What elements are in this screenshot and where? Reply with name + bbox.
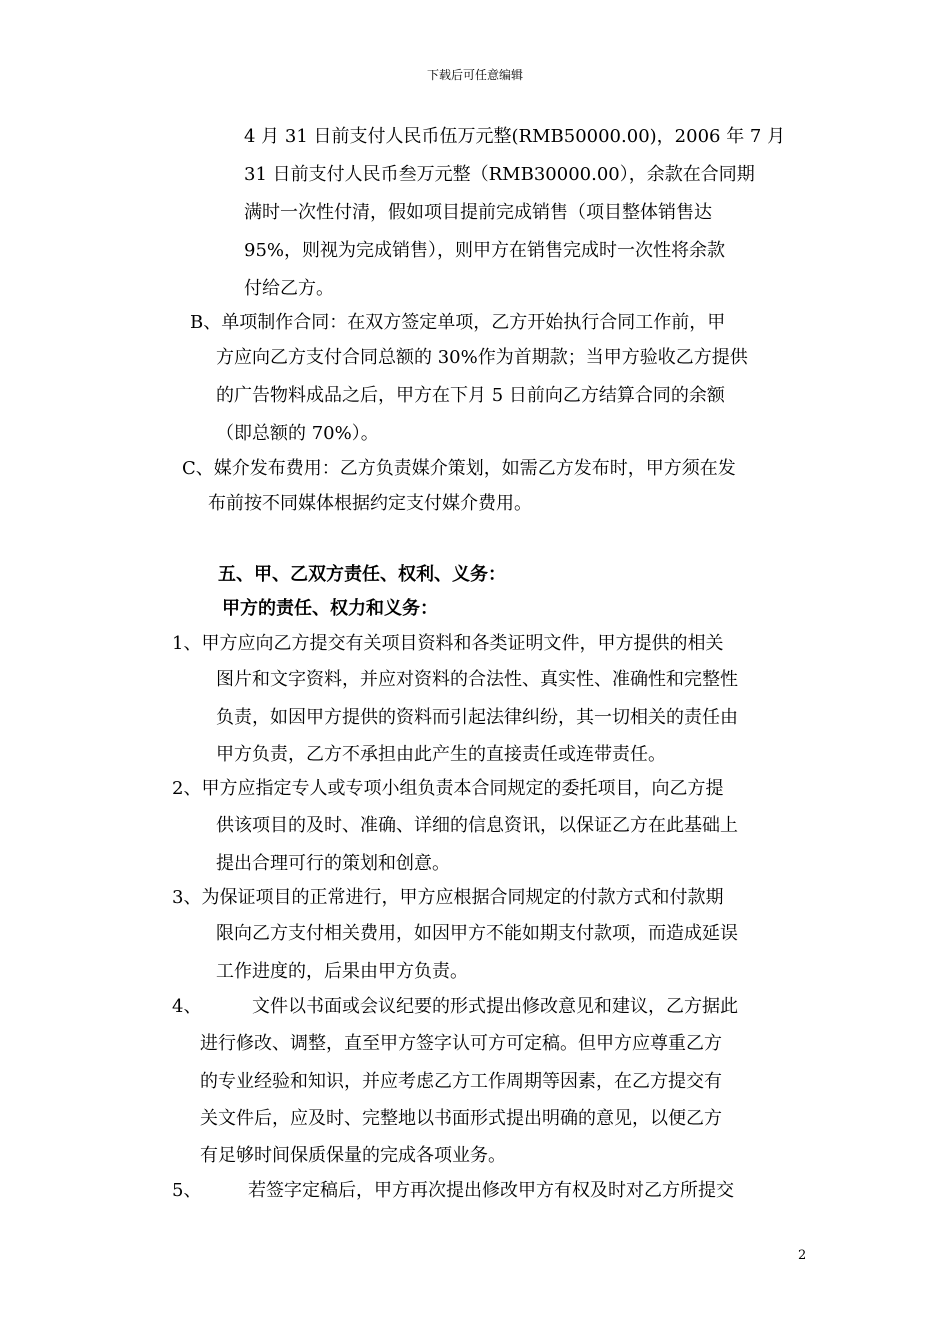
text-line: （即总额的 70%）。 [216, 423, 379, 444]
page-number: 2 [798, 1248, 807, 1263]
text-line: 进行修改、调整，直至甲方签字认可方可定稿。但甲方应尊重乙方 [200, 1033, 722, 1054]
text-line: 方应向乙方支付合同总额的 30%作为首期款；当甲方验收乙方提供 [216, 347, 748, 368]
text-line: 工作进度的，后果由甲方负责。 [216, 961, 468, 982]
text-line: C、媒介发布费用：乙方负责媒介策划，如需乙方发布时，甲方须在发 [182, 458, 736, 479]
text-line: 提出合理可行的策划和创意。 [216, 853, 450, 874]
text-line: 31 日前支付人民币叁万元整（RMB30000.00），余款在合同期 [244, 164, 755, 185]
text-line: 限向乙方支付相关费用，如因甲方不能如期支付款项，而造成延误 [216, 923, 738, 944]
text-line: 图片和文字资料，并应对资料的合法性、真实性、准确性和完整性 [216, 669, 738, 690]
text-line: 2、甲方应指定专人或专项小组负责本合同规定的委托项目，向乙方提 [172, 778, 724, 799]
text-line: B、单项制作合同：在双方签定单项，乙方开始执行合同工作前，甲 [190, 312, 726, 333]
text-line: 付给乙方。 [244, 278, 334, 299]
text-line: 4 月 31 日前支付人民币伍万元整(RMB50000.00)，2006 年 7 月 [244, 126, 786, 147]
text-line: 关文件后，应及时、完整地以书面形式提出明确的意见，以便乙方 [200, 1108, 722, 1129]
item-number: 4、 [172, 996, 202, 1017]
text-line: 1、甲方应向乙方提交有关项目资料和各类证明文件，甲方提供的相关 [172, 633, 724, 654]
text-line: 有足够时间保质保量的完成各项业务。 [200, 1145, 506, 1166]
text-line: 负责，如因甲方提供的资料而引起法律纠纷，其一切相关的责任由 [216, 707, 738, 728]
section-subtitle: 甲方的责任、权力和义务： [222, 598, 438, 619]
item-number: 5、 [172, 1180, 202, 1201]
page-header: 下载后可任意编辑 [426, 68, 523, 82]
section-title: 五、甲、乙双方责任、权利、义务： [218, 564, 506, 585]
text-line: 的专业经验和知识，并应考虑乙方工作周期等因素，在乙方提交有 [200, 1071, 722, 1092]
text-line: 甲方负责，乙方不承担由此产生的直接责任或连带责任。 [216, 744, 666, 765]
text-line: 95%，则视为完成销售），则甲方在销售完成时一次性将余款 [244, 240, 726, 261]
text-line: 文件以书面或会议纪要的形式提出修改意见和建议，乙方据此 [252, 996, 738, 1017]
text-line: 布前按不同媒体根据约定支付媒介费用。 [208, 493, 532, 514]
text-line: 的广告物料成品之后，甲方在下月 5 日前向乙方结算合同的余额 [216, 385, 725, 406]
text-line: 若签字定稿后，甲方再次提出修改甲方有权及时对乙方所提交 [248, 1180, 734, 1201]
text-line: 满时一次性付清，假如项目提前完成销售（项目整体销售达 [244, 202, 712, 223]
text-line: 3、为保证项目的正常进行，甲方应根据合同规定的付款方式和付款期 [172, 887, 724, 908]
text-line: 供该项目的及时、准确、详细的信息资讯，以保证乙方在此基础上 [216, 815, 738, 836]
